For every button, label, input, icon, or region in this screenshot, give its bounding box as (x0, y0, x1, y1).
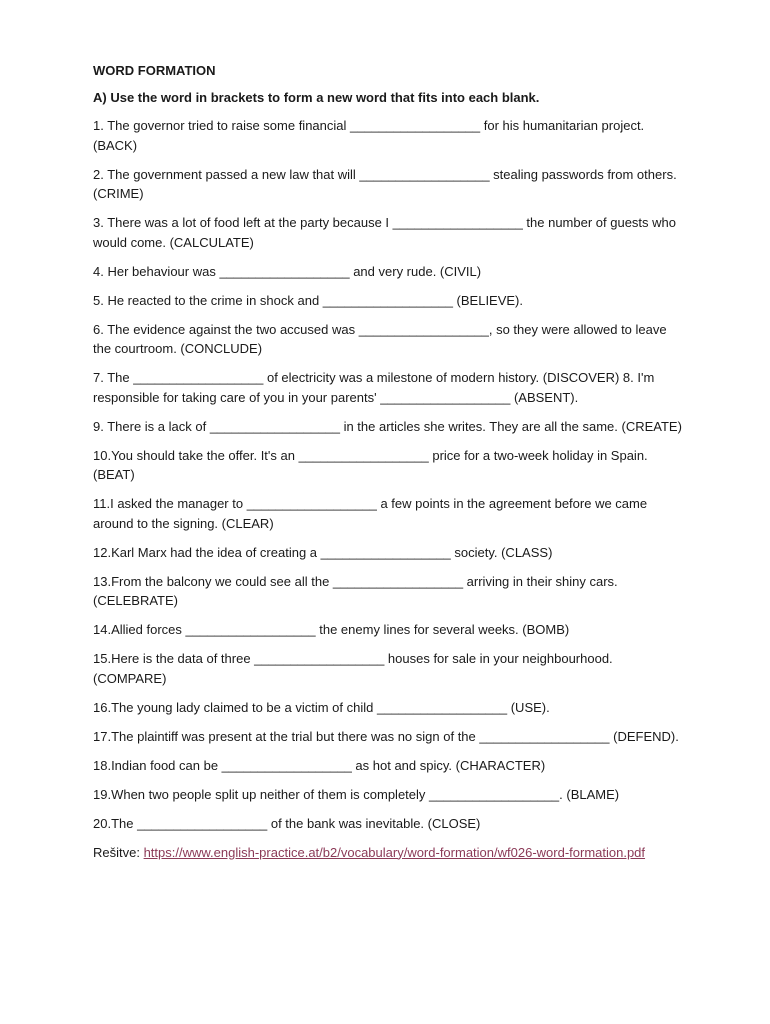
exercise-item-15: 15.Here is the data of three __________________ houses for sale in your neighbourhood. (COMPARE) (93, 651, 617, 686)
exercise-item-16: 16.The young lady claimed to be a victim of child __________________ (USE). (93, 699, 550, 715)
exercise-item-13: 13.From the balcony we could see all the __________________ arriving in their shiny cars. (CELEBRATE) (93, 573, 622, 608)
exercise-item-12: 12.Karl Marx had the idea of creating a __________________ society. (CLASS) (93, 544, 553, 560)
exercise-item-9: 9. There is a lack of __________________ in the articles she writes. They are all the same. (CREATE) (93, 418, 682, 434)
solutions-line (93, 843, 683, 863)
exercise-item-7-8: 7. The __________________ of electricity was a milestone of modern history. (DISCOVER) 8. I'm responsible for taking care of you in your parents' __________________ (ABSENT). (93, 370, 658, 405)
exercise-item-1: 1. The governor tried to raise some financial __________________ for his humanitarian project. (BACK) (93, 118, 648, 153)
exercise-item-2: 2. The government passed a new law that will __________________ stealing passwords from others. (CRIME) (93, 166, 681, 201)
exercise-item-17: 17.The plaintiff was present at the trial but there was no sign of the __________________ (DEFEND). (93, 728, 679, 744)
exercise-item-20: 20.The __________________ of the bank was inevitable. (CLOSE) (93, 815, 481, 831)
exercise-item-10: 10.You should take the offer. It's an __________________ price for a two-week holiday in Spain. (BEAT) (93, 447, 652, 482)
worksheet-page (93, 62, 683, 863)
exercise-item-14: 14.Allied forces __________________ the enemy lines for several weeks. (BOMB) (93, 622, 570, 637)
solutions-link[interactable]: https://www.english-practice.at/b2/vocabulary/word-formation/wf026-word-formation.pdf (143, 844, 646, 860)
solutions-label: Rešitve: (93, 844, 144, 860)
exercise-item-3: 3. There was a lot of food left at the party because I __________________ the number of guests who would come. (CALCULATE) (93, 215, 680, 250)
exercise-item-11: 11.I asked the manager to __________________ a few points in the agreement before we came around to the signing. (CLEAR) (93, 496, 651, 531)
worksheet-title: WORD FORMATION (93, 63, 216, 78)
exercise-item-6: 6. The evidence against the two accused was __________________, so they were allowed to leave the courtroom. (CONCLUDE) (93, 321, 671, 356)
exercise-item-19: 19.When two people split up neither of them is completely __________________. (BLAME) (93, 786, 620, 802)
exercise-item-18: 18.Indian food can be __________________ as hot and spicy. (CHARACTER) (93, 757, 546, 773)
exercise-instruction: A) Use the word in brackets to form a new word that fits into each blank. (93, 90, 540, 105)
exercise-item-4: 4. Her behaviour was __________________ and very rude. (CIVIL) (93, 263, 482, 279)
exercise-item-5: 5. He reacted to the crime in shock and __________________ (BELIEVE). (93, 292, 524, 308)
